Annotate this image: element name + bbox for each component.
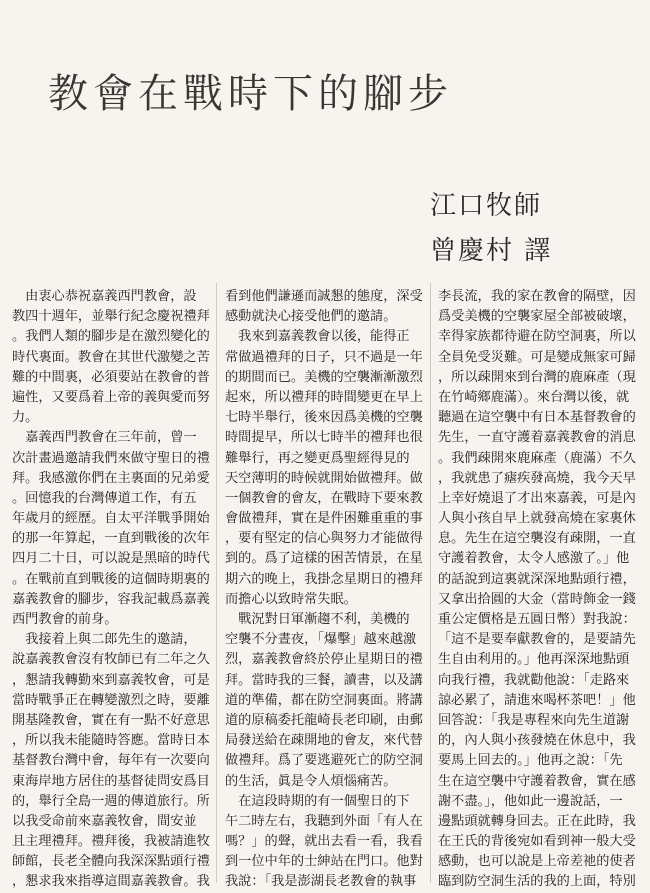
text-line: 謝不盡。」，他如此一邊說話，一 [438, 793, 623, 809]
text-column-2 [225, 287, 423, 893]
text-line: 在這段時期的有一個聖日的下 [225, 793, 410, 809]
text-line: 以我受命前來嘉義牧會，間安並 [12, 813, 197, 829]
text-line: 天空薄明的時候就開始做禮拜。做 [225, 470, 423, 486]
author-byline: 江口牧師 [430, 191, 543, 221]
text-line: 看到他們謙遜而誠懇的態度，深受 [225, 289, 423, 304]
text-line: 重公定價格是五圓日幣）對我說： [438, 612, 636, 627]
translator-byline: 曾慶村 譯 [430, 236, 553, 266]
text-line: 師館，長老全體向我深深點頭行禮 [12, 854, 210, 870]
text-line: 由衷心恭祝嘉義西門教會，設 [12, 289, 197, 304]
text-line: 李長流，我的家在教會的隔壁，因 [438, 289, 636, 304]
text-line: 生自由利用的。」他再深深地點頭 [438, 652, 630, 668]
text-line: 時間提早，所以七時半的禮拜也很 [225, 430, 423, 446]
text-line: 向我行禮，我就勸他說：「走路來 [438, 672, 630, 688]
text-line: 的那一年算起，一直到戰後的次年 [12, 531, 210, 547]
text-line: ，我就患了瘧疾發高燒，我今天早 [438, 470, 636, 486]
text-line: 嘉義教會的腳步，容我記載爲嘉義 [12, 591, 210, 607]
text-line: 做禮拜。爲了要逃避死亡的防空洞 [225, 753, 423, 769]
text-line: 戰況對日軍漸趨不利，美機的 [225, 612, 410, 627]
text-line: 且主理禮拜。禮拜後，我被請進牧 [12, 834, 210, 850]
text-line: 。我們人類的腳步是在激烈變化的 [12, 329, 210, 345]
text-line: 在竹崎鄉鹿滿）。來台灣以後，就 [438, 389, 630, 405]
text-line: 次計畫過邀請我們來做守聖日的禮 [12, 450, 210, 466]
text-line: 拜。當時我的三餐，讀書，以及講 [225, 672, 423, 688]
text-line: 遍性，又要爲着上帝的義與愛而努 [12, 389, 210, 405]
text-line: 到的。爲了這樣的困苦情景，在星 [225, 551, 423, 567]
text-line: 道的原稿委托龍崎長老印刷，由郵 [225, 712, 423, 728]
text-line: 。回憶我的台灣傳道工作，有五 [12, 490, 197, 506]
column-divider [216, 283, 217, 883]
text-line: 四月二十日，可以說是黑暗的時代 [12, 551, 210, 567]
text-line: 諒必累了，請進來喝杯茶吧！」他 [438, 692, 636, 708]
text-line: 烈，嘉義教會終於停止星期日的禮 [225, 652, 423, 668]
text-line: 在王氏的背後宛如看到神一般大受 [438, 834, 636, 850]
text-line: 爲受美機的空襲家屋全部被破壞， [438, 309, 636, 325]
text-line: 一個教會的會友，在戰時下要來教 [225, 490, 423, 506]
text-line: ，所以疎開來到台灣的鹿麻產（現 [438, 369, 636, 385]
text-line: ，懇請我轉勤來到嘉義牧會，可是 [12, 672, 210, 688]
text-line: 感動就決心接受他們的邀請。 [225, 309, 397, 325]
text-line: 的，舉行全島一週的傳道旅行。所 [12, 793, 210, 809]
text-line: 生在這空襲中守護着教會，實在感 [438, 773, 636, 789]
text-line: 「這不是要奉獻教會的，是要請先 [438, 632, 636, 648]
text-line: 午二時左右，我聽到外面「有人在 [225, 813, 423, 829]
text-line: 的期間而已。美機的空襲漸漸激烈 [225, 369, 423, 385]
text-line: 。我們疎開來鹿麻產（鹿滿）不久 [438, 450, 636, 466]
text-line: 要馬上回去的。」他再之說：「先 [438, 753, 623, 769]
text-column-1 [12, 287, 210, 893]
text-line: 期六的晚上，我掛念星期日的禮拜 [225, 571, 423, 587]
text-line: 七時半舉行，後來因爲美機的空襲 [225, 410, 423, 426]
text-line: 回答說：「我是專程來向先生道謝 [438, 712, 630, 728]
text-line: 起來，所以禮拜的時間變更在早上 [225, 389, 423, 405]
text-line: 到一位中年的士紳站在門口。他對 [225, 854, 423, 870]
text-line: 全員免受災難。可是變成無家可歸 [438, 349, 636, 365]
text-line: 守護着教會，太令人感激了。」他 [438, 551, 630, 567]
text-line: 又拿出拾圓的大金（當時飾金一錢 [438, 591, 636, 607]
column-divider [430, 283, 431, 883]
text-line: 聽過在這空襲中有日本基督教會的 [438, 410, 636, 426]
text-line: 的，內人與小孩發燒在休息中，我 [438, 733, 636, 749]
text-line: 基督教台灣中會，每年有一次要向 [12, 753, 210, 769]
text-line: 先生，一直守護着嘉義教會的消息 [438, 430, 636, 446]
text-line: 開基隆教會，實在有一點不好意思 [12, 712, 210, 728]
text-line: 邊點頭就轉身回去。正在此時，我 [438, 813, 636, 829]
text-line: 嘉義西門教會在三年前，曾一 [12, 430, 197, 446]
text-line: 息。先生在這空襲沒有疎開，一直 [438, 531, 636, 547]
text-line: 常做過禮拜的日子，只不過是一年 [225, 349, 423, 365]
text-line: 時代裏面。教會在其世代激變之苦 [12, 349, 210, 365]
text-line: 難舉行，再之變更爲聖經得見的 [225, 450, 410, 466]
text-line: 人與小孩自早上就發高燒在家裏休 [438, 511, 636, 527]
text-line: 而擔心以致時常失眠。 [225, 591, 357, 607]
text-line: 道的準備，都在防空洞裏面。將講 [225, 692, 423, 708]
text-line: 說嘉義教會沒有牧師已有二年之久 [12, 652, 210, 668]
text-line: 幸得家族都待避在防空洞裏，所以 [438, 329, 636, 345]
text-line: 感動，也可以說是上帝差祂的使者 [438, 854, 636, 870]
text-line: 。在戰前直到戰後的這個時期裏的 [12, 571, 210, 587]
text-line: 難的中間裏，必須要站在教會的普 [12, 369, 210, 385]
text-line: 嗎？」的聲，就出去看一看，我看 [225, 834, 423, 850]
text-line: 東海岸地方居住的基督徒問安爲目 [12, 773, 210, 789]
text-line: 空襲不分晝夜，「爆擊」越來越激 [225, 632, 417, 648]
text-line: 我來到嘉義教會以後，能得正 [225, 329, 410, 345]
text-line: ，所以我未能隨時答應。當時日本 [12, 733, 210, 749]
text-line: 年歲月的經歷。自太平洋戰爭開始 [12, 511, 210, 527]
text-line: 教四十週年，並舉行紀念慶祝禮拜 [12, 309, 210, 325]
text-line: 上幸好燒退了才出來嘉義，可是內 [438, 490, 636, 506]
text-line: 拜。我感激你們在主裏面的兄弟愛 [12, 470, 210, 486]
text-line: 臨到防空洞生活的我的上面，特別 [438, 874, 636, 890]
text-line: 會做禮拜，實在是件困難重重的事 [225, 511, 423, 527]
text-line: 力。 [12, 410, 39, 426]
text-line: 當時戰爭正在轉變激烈之時，要離 [12, 692, 210, 708]
text-line: 的生活，眞是令人煩惱痛苦。 [225, 773, 397, 789]
text-line: 局發送給在疎開地的會友，來代替 [225, 733, 423, 749]
text-column-3 [438, 287, 636, 893]
text-line: 的話說到這裏就深深地點頭行禮， [438, 571, 636, 587]
text-line: ，要有堅定的信心與努力才能做得 [225, 531, 423, 547]
text-line: 我接着上與二郎先生的邀請， [12, 632, 197, 648]
text-line: ，懇求我來指導這間嘉義教會。我 [12, 874, 210, 890]
article-title: 教會在戰時下的腳步 [48, 71, 453, 117]
text-line: 我說：「我是澎湖長老教會的執事 [225, 874, 417, 890]
text-line: 西門教會的前身。 [12, 612, 118, 627]
